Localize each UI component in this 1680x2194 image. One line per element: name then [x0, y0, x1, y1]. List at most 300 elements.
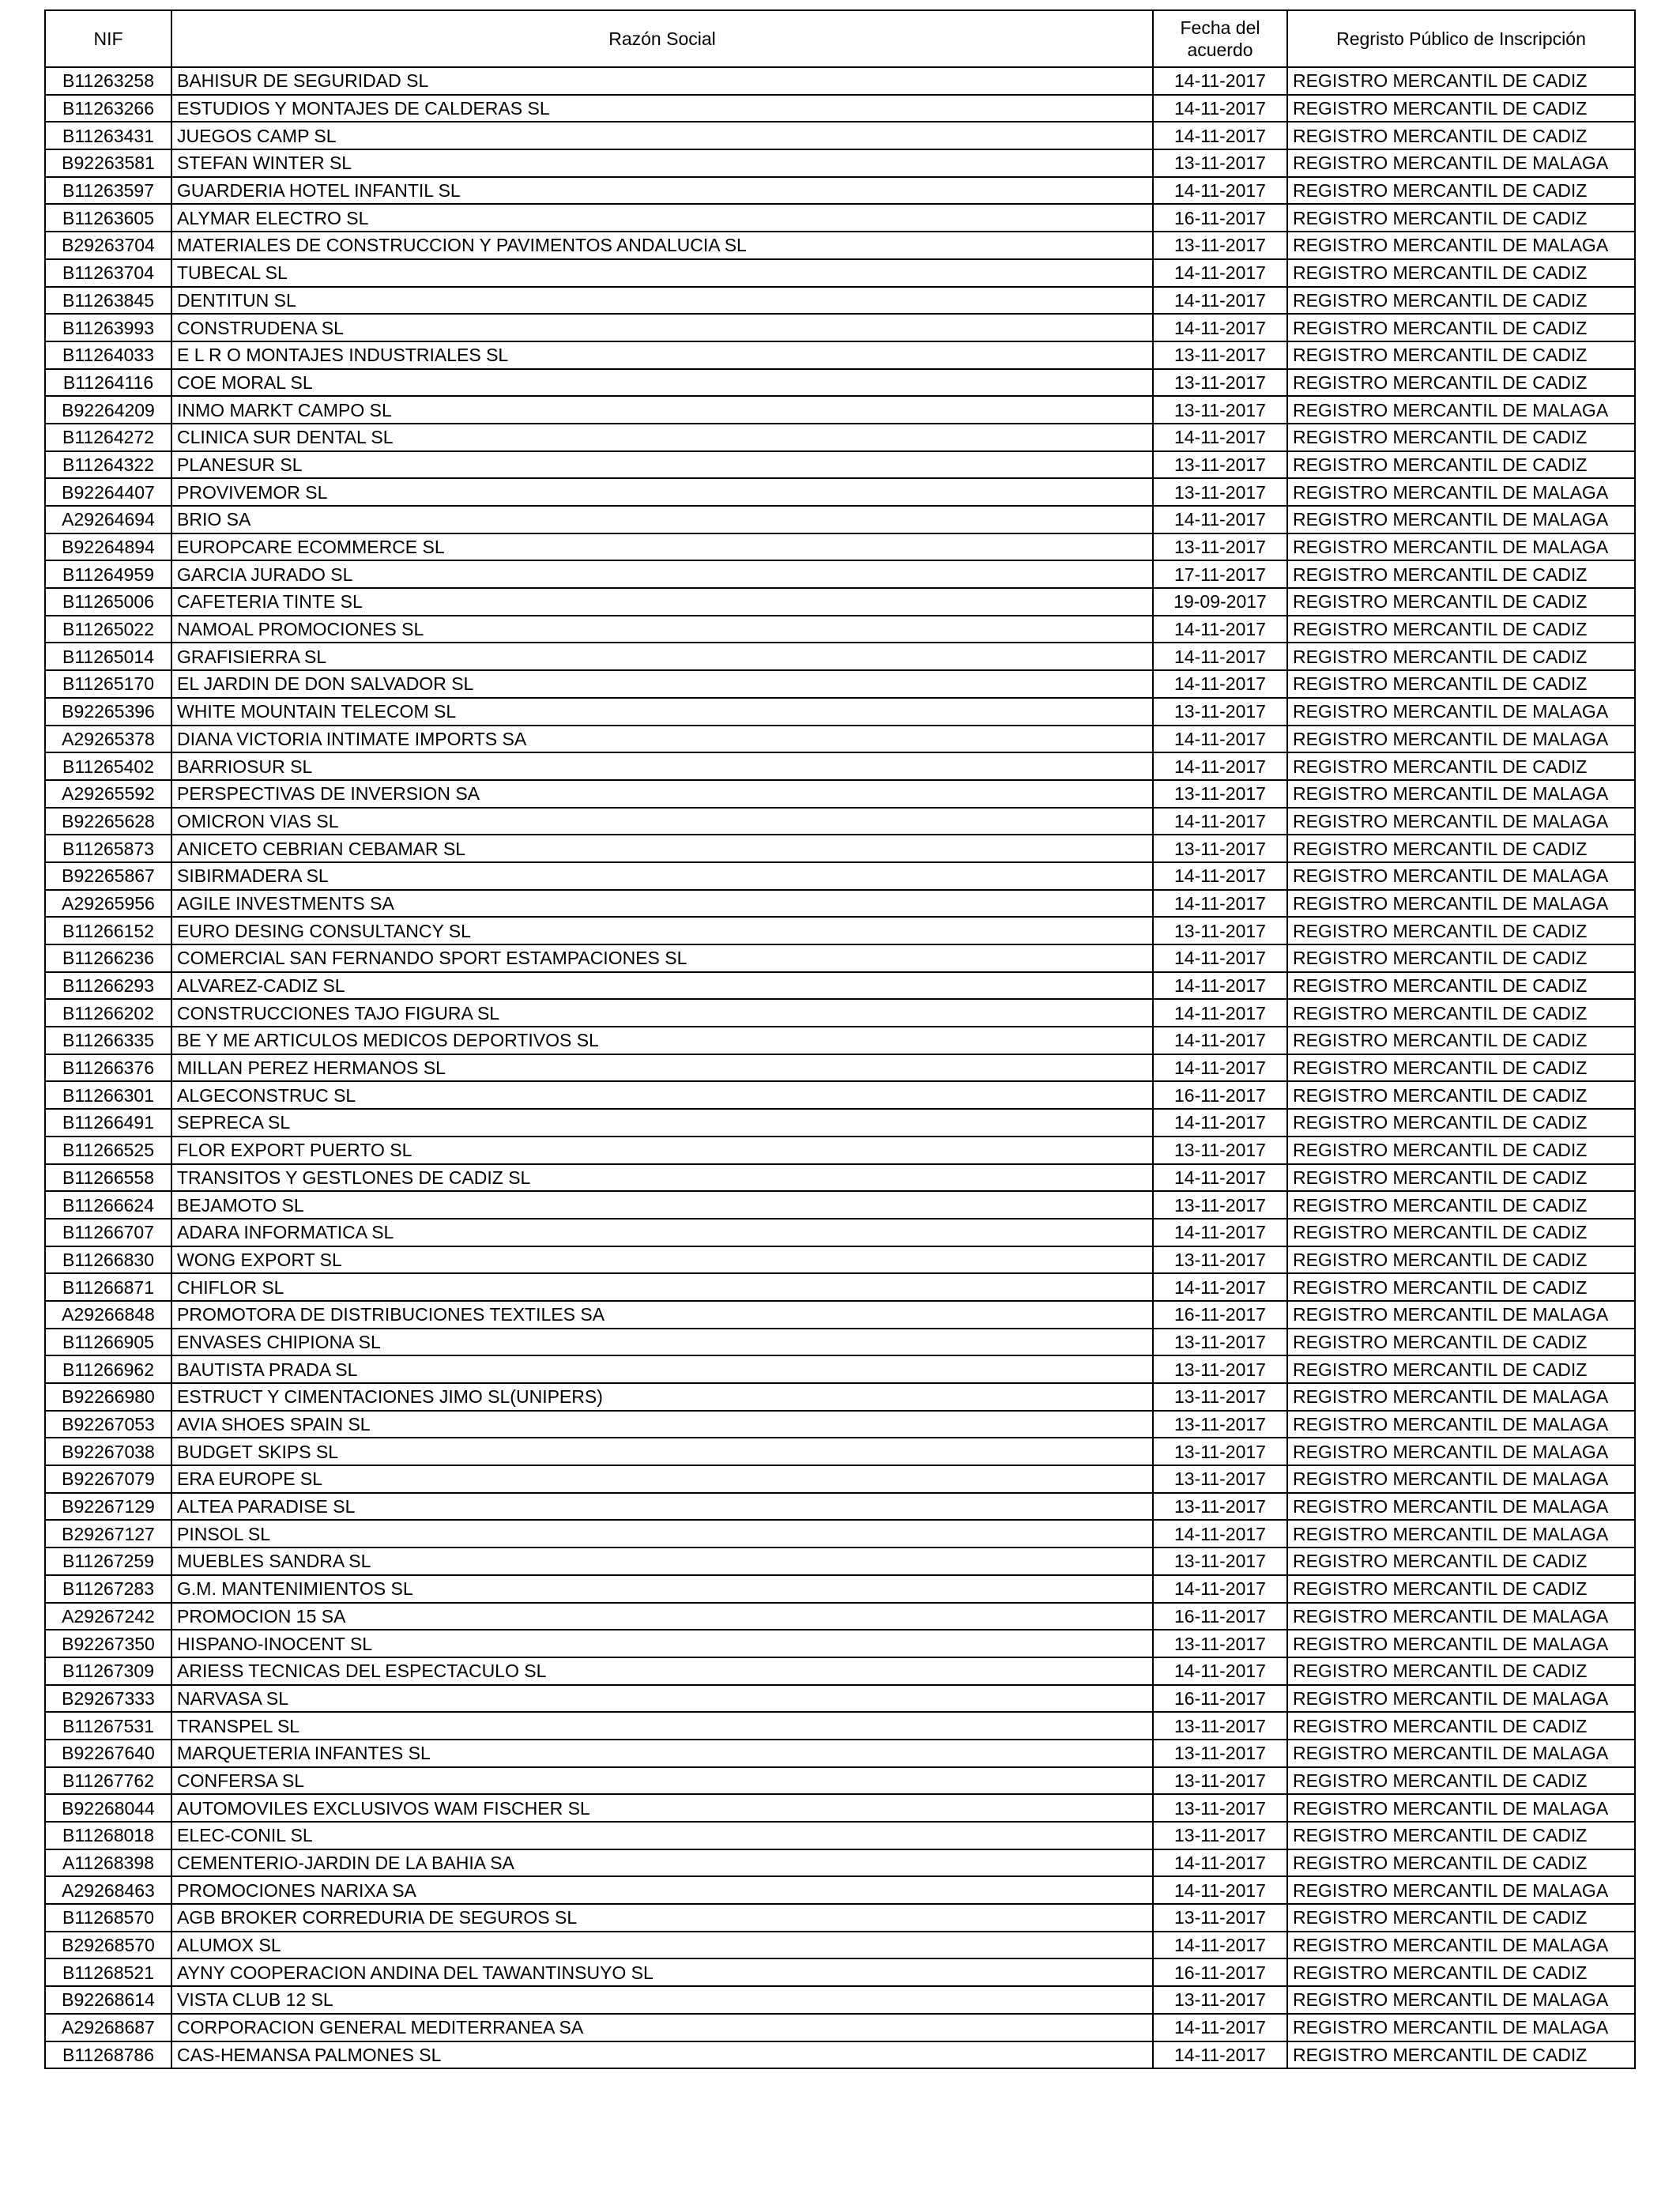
cell-fecha: 14-11-2017: [1153, 616, 1287, 643]
table-row: [45, 533, 1635, 561]
cell-razon-social: FLOR EXPORT PUERTO SL: [171, 1137, 1153, 1164]
cell-nif: B11264322: [45, 451, 171, 479]
cell-nif: B92268044: [45, 1794, 171, 1822]
cell-fecha: 17-11-2017: [1153, 560, 1287, 588]
table-row: [45, 287, 1635, 315]
table-row: [45, 1355, 1635, 1383]
table-row: [45, 808, 1635, 835]
cell-razon-social: ERA EUROPE SL: [171, 1465, 1153, 1493]
cell-registro: REGISTRO MERCANTIL DE CADIZ: [1287, 1246, 1635, 1274]
table-row: [45, 1904, 1635, 1932]
table-row: [45, 890, 1635, 918]
cell-nif: B11264116: [45, 369, 171, 397]
table-row: [45, 616, 1635, 643]
cell-fecha: 13-11-2017: [1153, 1904, 1287, 1932]
cell-nif: B11268570: [45, 1904, 171, 1932]
table-row: [45, 1712, 1635, 1740]
cell-fecha: 13-11-2017: [1153, 341, 1287, 369]
cell-fecha: 13-11-2017: [1153, 451, 1287, 479]
cell-registro: REGISTRO MERCANTIL DE CADIZ: [1287, 616, 1635, 643]
cell-registro: REGISTRO MERCANTIL DE MALAGA: [1287, 1493, 1635, 1521]
cell-fecha: 14-11-2017: [1153, 287, 1287, 315]
cell-fecha: 13-11-2017: [1153, 533, 1287, 561]
cell-fecha: 14-11-2017: [1153, 1054, 1287, 1082]
cell-nif: B11265170: [45, 670, 171, 698]
cell-fecha: 13-11-2017: [1153, 396, 1287, 424]
cell-nif: B29267333: [45, 1685, 171, 1713]
cell-registro: REGISTRO MERCANTIL DE MALAGA: [1287, 1876, 1635, 1904]
cell-fecha: 14-11-2017: [1153, 643, 1287, 670]
cell-razon-social: AUTOMOVILES EXCLUSIVOS WAM FISCHER SL: [171, 1794, 1153, 1822]
cell-razon-social: GARCIA JURADO SL: [171, 560, 1153, 588]
cell-fecha: 13-11-2017: [1153, 835, 1287, 862]
table-row: [45, 1329, 1635, 1356]
cell-razon-social: VISTA CLUB 12 SL: [171, 1986, 1153, 2014]
cell-registro: REGISTRO MERCANTIL DE MALAGA: [1287, 1465, 1635, 1493]
cell-registro: REGISTRO MERCANTIL DE CADIZ: [1287, 1575, 1635, 1603]
cell-registro: REGISTRO MERCANTIL DE CADIZ: [1287, 835, 1635, 862]
cell-fecha: 14-11-2017: [1153, 752, 1287, 780]
cell-fecha: 16-11-2017: [1153, 1685, 1287, 1713]
cell-registro: REGISTRO MERCANTIL DE CADIZ: [1287, 999, 1635, 1027]
cell-nif: A29265592: [45, 780, 171, 808]
cell-fecha: 14-11-2017: [1153, 1520, 1287, 1547]
cell-fecha: 13-11-2017: [1153, 1137, 1287, 1164]
cell-nif: B92265867: [45, 862, 171, 890]
cell-fecha: 13-11-2017: [1153, 1411, 1287, 1438]
cell-fecha: 16-11-2017: [1153, 1958, 1287, 1986]
cell-razon-social: BARRIOSUR SL: [171, 752, 1153, 780]
cell-registro: REGISTRO MERCANTIL DE MALAGA: [1287, 1794, 1635, 1822]
cell-nif: B92265628: [45, 808, 171, 835]
cell-nif: B92267038: [45, 1438, 171, 1465]
table-row: [45, 1986, 1635, 2014]
cell-fecha: 13-11-2017: [1153, 1767, 1287, 1795]
table-row: [45, 1493, 1635, 1521]
table-row: [45, 1932, 1635, 1959]
cell-nif: A29267242: [45, 1603, 171, 1630]
table-row: [45, 67, 1635, 95]
cell-nif: B11264959: [45, 560, 171, 588]
cell-registro: REGISTRO MERCANTIL DE MALAGA: [1287, 808, 1635, 835]
cell-razon-social: EUROPCARE ECOMMERCE SL: [171, 533, 1153, 561]
cell-fecha: 16-11-2017: [1153, 204, 1287, 232]
table-row: [45, 122, 1635, 149]
cell-razon-social: BAUTISTA PRADA SL: [171, 1355, 1153, 1383]
cell-registro: REGISTRO MERCANTIL DE CADIZ: [1287, 1164, 1635, 1192]
table-row: [45, 835, 1635, 862]
cell-nif: B11263704: [45, 259, 171, 287]
cell-nif: B92265396: [45, 698, 171, 726]
cell-razon-social: CAS-HEMANSA PALMONES SL: [171, 2041, 1153, 2069]
cell-razon-social: ELEC-CONIL SL: [171, 1822, 1153, 1849]
table-row: [45, 1219, 1635, 1246]
cell-fecha: 14-11-2017: [1153, 944, 1287, 972]
cell-nif: B92267640: [45, 1740, 171, 1767]
table-row: [45, 944, 1635, 972]
cell-registro: REGISTRO MERCANTIL DE MALAGA: [1287, 698, 1635, 726]
table-row: [45, 1575, 1635, 1603]
cell-razon-social: CAFETERIA TINTE SL: [171, 588, 1153, 616]
table-row: [45, 780, 1635, 808]
cell-nif: B92268614: [45, 1986, 171, 2014]
cell-registro: REGISTRO MERCANTIL DE MALAGA: [1287, 1301, 1635, 1329]
cell-nif: B92264407: [45, 478, 171, 506]
cell-fecha: 14-11-2017: [1153, 259, 1287, 287]
cell-fecha: 14-11-2017: [1153, 1932, 1287, 1959]
table-row: [45, 1411, 1635, 1438]
table-row: [45, 1081, 1635, 1109]
table-row: [45, 506, 1635, 533]
table-row: [45, 1438, 1635, 1465]
cell-razon-social: ADARA INFORMATICA SL: [171, 1219, 1153, 1246]
cell-registro: REGISTRO MERCANTIL DE CADIZ: [1287, 451, 1635, 479]
cell-razon-social: BEJAMOTO SL: [171, 1191, 1153, 1219]
cell-razon-social: BAHISUR DE SEGURIDAD SL: [171, 67, 1153, 95]
cell-nif: B11266962: [45, 1355, 171, 1383]
cell-nif: B11263605: [45, 204, 171, 232]
cell-razon-social: DENTITUN SL: [171, 287, 1153, 315]
cell-nif: B11266236: [45, 944, 171, 972]
cell-nif: B29267127: [45, 1520, 171, 1547]
cell-registro: REGISTRO MERCANTIL DE CADIZ: [1287, 204, 1635, 232]
cell-fecha: 13-11-2017: [1153, 1438, 1287, 1465]
cell-nif: B11265402: [45, 752, 171, 780]
cell-registro: REGISTRO MERCANTIL DE MALAGA: [1287, 1520, 1635, 1547]
table-row: [45, 259, 1635, 287]
cell-registro: REGISTRO MERCANTIL DE CADIZ: [1287, 1849, 1635, 1877]
cell-razon-social: CONFERSA SL: [171, 1767, 1153, 1795]
cell-nif: B11266491: [45, 1109, 171, 1137]
cell-nif: B92263581: [45, 149, 171, 177]
cell-registro: REGISTRO MERCANTIL DE CADIZ: [1287, 972, 1635, 1000]
table-row: [45, 1685, 1635, 1713]
cell-fecha: 13-11-2017: [1153, 698, 1287, 726]
cell-razon-social: MILLAN PEREZ HERMANOS SL: [171, 1054, 1153, 1082]
table-row: [45, 560, 1635, 588]
cell-razon-social: EL JARDIN DE DON SALVADOR SL: [171, 670, 1153, 698]
cell-fecha: 13-11-2017: [1153, 1493, 1287, 1521]
cell-razon-social: ALTEA PARADISE SL: [171, 1493, 1153, 1521]
cell-razon-social: PROVIVEMOR SL: [171, 478, 1153, 506]
cell-registro: REGISTRO MERCANTIL DE MALAGA: [1287, 1383, 1635, 1411]
cell-registro: REGISTRO MERCANTIL DE MALAGA: [1287, 780, 1635, 808]
cell-razon-social: WHITE MOUNTAIN TELECOM SL: [171, 698, 1153, 726]
cell-fecha: 14-11-2017: [1153, 972, 1287, 1000]
cell-registro: REGISTRO MERCANTIL DE CADIZ: [1287, 341, 1635, 369]
cell-razon-social: ARIESS TECNICAS DEL ESPECTACULO SL: [171, 1657, 1153, 1685]
cell-razon-social: GRAFISIERRA SL: [171, 643, 1153, 670]
cell-registro: REGISTRO MERCANTIL DE CADIZ: [1287, 588, 1635, 616]
cell-fecha: 13-11-2017: [1153, 232, 1287, 259]
cell-razon-social: PROMOTORA DE DISTRIBUCIONES TEXTILES SA: [171, 1301, 1153, 1329]
cell-fecha: 14-11-2017: [1153, 1109, 1287, 1137]
cell-registro: REGISTRO MERCANTIL DE CADIZ: [1287, 1329, 1635, 1356]
cell-razon-social: TUBECAL SL: [171, 259, 1153, 287]
cell-registro: REGISTRO MERCANTIL DE CADIZ: [1287, 1355, 1635, 1383]
table-row: [45, 670, 1635, 698]
table-row: [45, 1520, 1635, 1547]
cell-nif: B92266980: [45, 1383, 171, 1411]
cell-razon-social: ALUMOX SL: [171, 1932, 1153, 1959]
cell-nif: A11268398: [45, 1849, 171, 1877]
cell-razon-social: NAMOAL PROMOCIONES SL: [171, 616, 1153, 643]
header-fecha-line1: Fecha del: [1180, 17, 1260, 38]
cell-razon-social: AVIA SHOES SPAIN SL: [171, 1411, 1153, 1438]
table-row: [45, 1958, 1635, 1986]
table-row: [45, 1740, 1635, 1767]
table-row: [45, 451, 1635, 479]
cell-nif: B92264209: [45, 396, 171, 424]
cell-razon-social: CEMENTERIO-JARDIN DE LA BAHIA SA: [171, 1849, 1153, 1877]
cell-razon-social: CLINICA SUR DENTAL SL: [171, 424, 1153, 451]
cell-nif: B11266335: [45, 1027, 171, 1054]
cell-nif: B11263845: [45, 287, 171, 315]
table-row: [45, 972, 1635, 1000]
cell-registro: REGISTRO MERCANTIL DE MALAGA: [1287, 396, 1635, 424]
cell-registro: REGISTRO MERCANTIL DE CADIZ: [1287, 369, 1635, 397]
cell-razon-social: CONSTRUDENA SL: [171, 314, 1153, 341]
cell-registro: REGISTRO MERCANTIL DE MALAGA: [1287, 1411, 1635, 1438]
table-row: [45, 1164, 1635, 1192]
cell-fecha: 13-11-2017: [1153, 1191, 1287, 1219]
cell-razon-social: AYNY COOPERACION ANDINA DEL TAWANTINSUYO SL: [171, 1958, 1153, 1986]
cell-nif: B11264272: [45, 424, 171, 451]
cell-razon-social: NARVASA SL: [171, 1685, 1153, 1713]
table-row: [45, 424, 1635, 451]
cell-registro: REGISTRO MERCANTIL DE MALAGA: [1287, 890, 1635, 918]
cell-nif: B11268521: [45, 1958, 171, 1986]
cell-fecha: 14-11-2017: [1153, 424, 1287, 451]
table-row: [45, 1465, 1635, 1493]
cell-fecha: 14-11-2017: [1153, 177, 1287, 205]
cell-nif: B11268786: [45, 2041, 171, 2069]
cell-registro: REGISTRO MERCANTIL DE CADIZ: [1287, 1904, 1635, 1932]
cell-nif: B11263258: [45, 67, 171, 95]
cell-fecha: 14-11-2017: [1153, 1849, 1287, 1877]
cell-registro: REGISTRO MERCANTIL DE MALAGA: [1287, 1630, 1635, 1657]
cell-razon-social: MARQUETERIA INFANTES SL: [171, 1740, 1153, 1767]
table-row: [45, 1383, 1635, 1411]
table-row: [45, 1109, 1635, 1137]
cell-registro: REGISTRO MERCANTIL DE CADIZ: [1287, 177, 1635, 205]
cell-nif: B92267129: [45, 1493, 171, 1521]
cell-nif: A29265956: [45, 890, 171, 918]
cell-nif: B11267309: [45, 1657, 171, 1685]
cell-registro: REGISTRO MERCANTIL DE MALAGA: [1287, 1986, 1635, 2014]
cell-nif: B11264033: [45, 341, 171, 369]
cell-registro: REGISTRO MERCANTIL DE MALAGA: [1287, 862, 1635, 890]
cell-fecha: 13-11-2017: [1153, 1383, 1287, 1411]
cell-nif: B11263597: [45, 177, 171, 205]
cell-nif: B92267350: [45, 1630, 171, 1657]
cell-nif: B11267259: [45, 1547, 171, 1575]
cell-registro: REGISTRO MERCANTIL DE CADIZ: [1287, 1712, 1635, 1740]
cell-nif: B11263266: [45, 95, 171, 123]
cell-registro: REGISTRO MERCANTIL DE MALAGA: [1287, 533, 1635, 561]
cell-fecha: 13-11-2017: [1153, 478, 1287, 506]
cell-registro: REGISTRO MERCANTIL DE CADIZ: [1287, 122, 1635, 149]
cell-fecha: 16-11-2017: [1153, 1301, 1287, 1329]
cell-registro: REGISTRO MERCANTIL DE MALAGA: [1287, 726, 1635, 753]
cell-razon-social: PINSOL SL: [171, 1520, 1153, 1547]
cell-razon-social: CONSTRUCCIONES TAJO FIGURA SL: [171, 999, 1153, 1027]
cell-nif: B29268570: [45, 1932, 171, 1959]
cell-nif: B11266152: [45, 917, 171, 944]
cell-registro: REGISTRO MERCANTIL DE MALAGA: [1287, 149, 1635, 177]
cell-razon-social: GUARDERIA HOTEL INFANTIL SL: [171, 177, 1153, 205]
cell-razon-social: COMERCIAL SAN FERNANDO SPORT ESTAMPACIONES SL: [171, 944, 1153, 972]
cell-razon-social: ENVASES CHIPIONA SL: [171, 1329, 1153, 1356]
cell-nif: B11266293: [45, 972, 171, 1000]
cell-fecha: 13-11-2017: [1153, 1986, 1287, 2014]
cell-fecha: 13-11-2017: [1153, 1794, 1287, 1822]
cell-registro: REGISTRO MERCANTIL DE CADIZ: [1287, 2041, 1635, 2069]
cell-razon-social: PERSPECTIVAS DE INVERSION SA: [171, 780, 1153, 808]
cell-fecha: 14-11-2017: [1153, 67, 1287, 95]
cell-razon-social: AGILE INVESTMENTS SA: [171, 890, 1153, 918]
table-row: [45, 1794, 1635, 1822]
cell-registro: REGISTRO MERCANTIL DE MALAGA: [1287, 232, 1635, 259]
cell-fecha: 14-11-2017: [1153, 862, 1287, 890]
table-row: [45, 643, 1635, 670]
cell-nif: B92267079: [45, 1465, 171, 1493]
cell-fecha: 13-11-2017: [1153, 1246, 1287, 1274]
cell-razon-social: COE MORAL SL: [171, 369, 1153, 397]
cell-fecha: 14-11-2017: [1153, 670, 1287, 698]
cell-nif: B29263704: [45, 232, 171, 259]
header-nif: NIF: [45, 10, 171, 67]
cell-razon-social: PROMOCIONES NARIXA SA: [171, 1876, 1153, 1904]
cell-nif: B11266376: [45, 1054, 171, 1082]
cell-registro: REGISTRO MERCANTIL DE CADIZ: [1287, 287, 1635, 315]
cell-nif: B11266202: [45, 999, 171, 1027]
table-row: [45, 1027, 1635, 1054]
cell-registro: REGISTRO MERCANTIL DE CADIZ: [1287, 1191, 1635, 1219]
cell-nif: A29268687: [45, 2014, 171, 2041]
header-fecha-line2: acuerdo: [1187, 40, 1253, 60]
cell-fecha: 14-11-2017: [1153, 1164, 1287, 1192]
table-row: [45, 2041, 1635, 2069]
cell-razon-social: CHIFLOR SL: [171, 1273, 1153, 1301]
cell-fecha: 13-11-2017: [1153, 1329, 1287, 1356]
table-row: [45, 1547, 1635, 1575]
cell-razon-social: INMO MARKT CAMPO SL: [171, 396, 1153, 424]
cell-fecha: 13-11-2017: [1153, 149, 1287, 177]
table-row: [45, 1054, 1635, 1082]
cell-fecha: 13-11-2017: [1153, 1740, 1287, 1767]
cell-registro: REGISTRO MERCANTIL DE MALAGA: [1287, 2014, 1635, 2041]
cell-nif: B11266525: [45, 1137, 171, 1164]
cell-nif: B11266905: [45, 1329, 171, 1356]
cell-fecha: 14-11-2017: [1153, 726, 1287, 753]
cell-nif: B11265014: [45, 643, 171, 670]
cell-registro: REGISTRO MERCANTIL DE CADIZ: [1287, 1027, 1635, 1054]
cell-razon-social: STEFAN WINTER SL: [171, 149, 1153, 177]
cell-fecha: 14-11-2017: [1153, 2041, 1287, 2069]
table-row: [45, 95, 1635, 123]
cell-razon-social: ESTRUCT Y CIMENTACIONES JIMO SL(UNIPERS): [171, 1383, 1153, 1411]
cell-fecha: 14-11-2017: [1153, 314, 1287, 341]
cell-registro: REGISTRO MERCANTIL DE CADIZ: [1287, 314, 1635, 341]
cell-nif: A29264694: [45, 506, 171, 533]
cell-nif: B11266830: [45, 1246, 171, 1274]
table-row: [45, 1849, 1635, 1877]
header-row: [45, 10, 1635, 67]
cell-razon-social: EURO DESING CONSULTANCY SL: [171, 917, 1153, 944]
table-row: [45, 1191, 1635, 1219]
cell-registro: REGISTRO MERCANTIL DE CADIZ: [1287, 1547, 1635, 1575]
cell-fecha: 13-11-2017: [1153, 1547, 1287, 1575]
cell-registro: REGISTRO MERCANTIL DE CADIZ: [1287, 1657, 1635, 1685]
cell-nif: B11265006: [45, 588, 171, 616]
cell-registro: REGISTRO MERCANTIL DE CADIZ: [1287, 1109, 1635, 1137]
cell-fecha: 14-11-2017: [1153, 999, 1287, 1027]
cell-razon-social: SEPRECA SL: [171, 1109, 1153, 1137]
cell-fecha: 14-11-2017: [1153, 1219, 1287, 1246]
table-row: [45, 1876, 1635, 1904]
cell-registro: REGISTRO MERCANTIL DE CADIZ: [1287, 752, 1635, 780]
cell-registro: REGISTRO MERCANTIL DE MALAGA: [1287, 478, 1635, 506]
cell-razon-social: ALVAREZ-CADIZ SL: [171, 972, 1153, 1000]
cell-nif: A29266848: [45, 1301, 171, 1329]
cell-razon-social: DIANA VICTORIA INTIMATE IMPORTS SA: [171, 726, 1153, 753]
table-row: [45, 1630, 1635, 1657]
cell-fecha: 14-11-2017: [1153, 808, 1287, 835]
cell-razon-social: JUEGOS CAMP SL: [171, 122, 1153, 149]
header-fecha-acuerdo: [1153, 10, 1287, 67]
table-row: [45, 396, 1635, 424]
cell-nif: B11263993: [45, 314, 171, 341]
cell-razon-social: ESTUDIOS Y MONTAJES DE CALDERAS SL: [171, 95, 1153, 123]
cell-fecha: 13-11-2017: [1153, 780, 1287, 808]
cell-registro: REGISTRO MERCANTIL DE CADIZ: [1287, 944, 1635, 972]
table-row: [45, 369, 1635, 397]
cell-fecha: 14-11-2017: [1153, 1027, 1287, 1054]
cell-registro: REGISTRO MERCANTIL DE CADIZ: [1287, 67, 1635, 95]
cell-registro: REGISTRO MERCANTIL DE CADIZ: [1287, 95, 1635, 123]
cell-razon-social: TRANSPEL SL: [171, 1712, 1153, 1740]
cell-registro: REGISTRO MERCANTIL DE MALAGA: [1287, 1740, 1635, 1767]
table-row: [45, 1301, 1635, 1329]
registry-table: [44, 9, 1636, 2069]
cell-razon-social: G.M. MANTENIMIENTOS SL: [171, 1575, 1153, 1603]
cell-fecha: 14-11-2017: [1153, 1876, 1287, 1904]
cell-razon-social: SIBIRMADERA SL: [171, 862, 1153, 890]
header-razon-social: Razón Social: [171, 10, 1153, 67]
table-row: [45, 314, 1635, 341]
table-row: [45, 862, 1635, 890]
cell-razon-social: BUDGET SKIPS SL: [171, 1438, 1153, 1465]
cell-nif: B11265873: [45, 835, 171, 862]
cell-razon-social: WONG EXPORT SL: [171, 1246, 1153, 1274]
cell-razon-social: ALGECONSTRUC SL: [171, 1081, 1153, 1109]
table-row: [45, 588, 1635, 616]
cell-razon-social: AGB BROKER CORREDURIA DE SEGUROS SL: [171, 1904, 1153, 1932]
cell-nif: A29268463: [45, 1876, 171, 1904]
cell-razon-social: PLANESUR SL: [171, 451, 1153, 479]
cell-razon-social: MATERIALES DE CONSTRUCCION Y PAVIMENTOS ANDALUCIA SL: [171, 232, 1153, 259]
cell-razon-social: TRANSITOS Y GESTLONES DE CADIZ SL: [171, 1164, 1153, 1192]
cell-nif: B11266558: [45, 1164, 171, 1192]
cell-fecha: 14-11-2017: [1153, 1273, 1287, 1301]
cell-registro: REGISTRO MERCANTIL DE CADIZ: [1287, 917, 1635, 944]
cell-fecha: 14-11-2017: [1153, 1575, 1287, 1603]
cell-nif: B11263431: [45, 122, 171, 149]
cell-fecha: 14-11-2017: [1153, 122, 1287, 149]
cell-razon-social: BRIO SA: [171, 506, 1153, 533]
table-row: [45, 698, 1635, 726]
